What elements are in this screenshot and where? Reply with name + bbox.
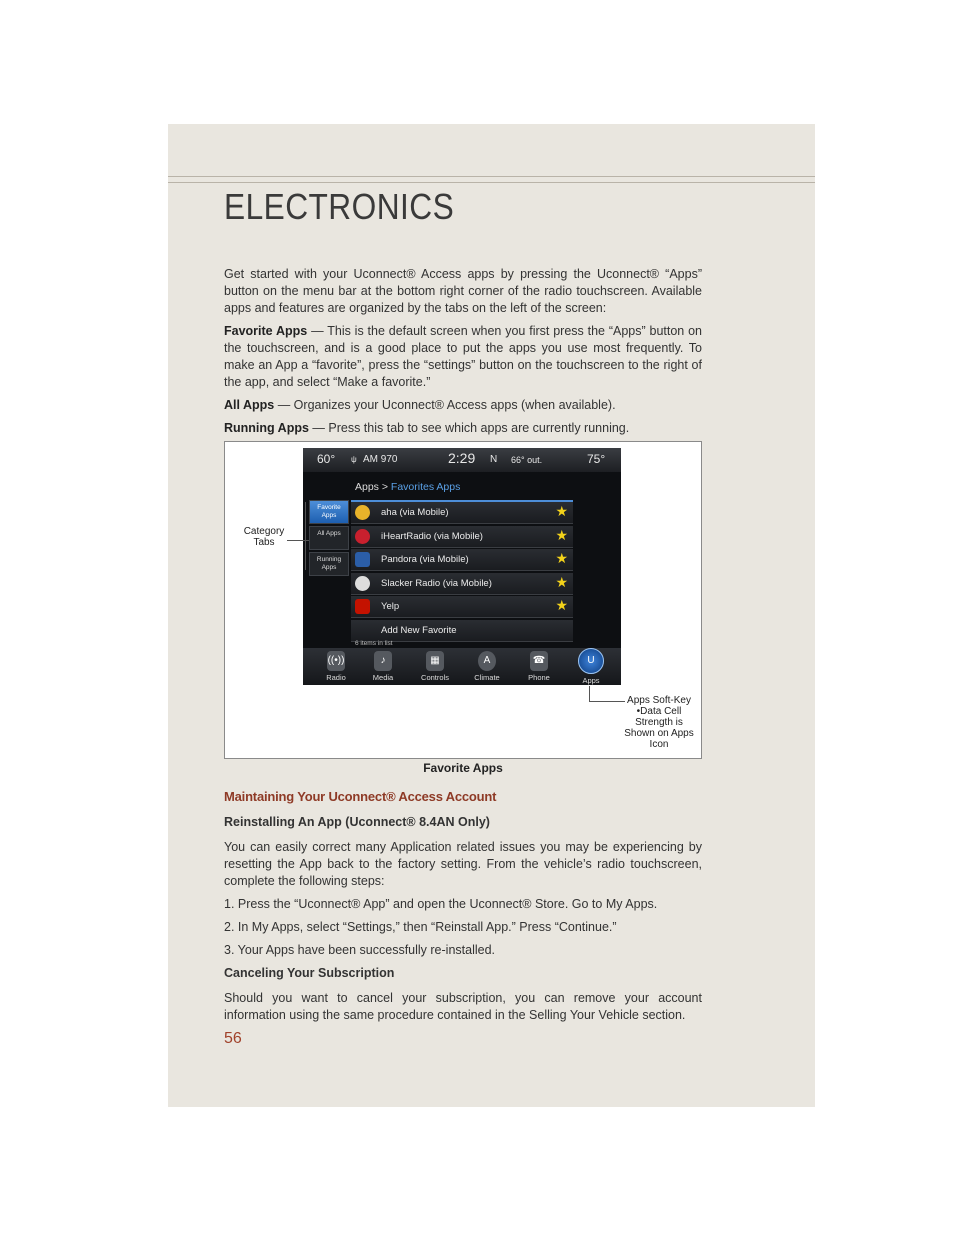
tab-favorite-apps[interactable]: Favorite Apps: [309, 500, 349, 524]
radio-icon: ((•)): [327, 651, 345, 671]
phone-icon: ☎: [530, 651, 548, 671]
definition-text: — Press this tab to see which apps are currently running.: [308, 421, 630, 435]
media-icon: ♪: [374, 651, 392, 671]
radio-button[interactable]: [311, 651, 361, 682]
yelp-icon: [355, 599, 370, 614]
menu-bar: [303, 648, 621, 685]
menu-label: Radio: [326, 673, 346, 682]
clock: 2:29: [448, 450, 476, 466]
callout-leader: [589, 686, 590, 701]
item-count: 6 items in list: [355, 640, 393, 647]
breadcrumb-current: Favorites Apps: [390, 481, 461, 493]
temp-right: 75°: [587, 452, 606, 466]
definition-all-apps: [224, 397, 702, 414]
favorite-star-icon[interactable]: ★: [555, 573, 568, 590]
compass: N: [490, 454, 498, 465]
menu-label: Apps: [582, 676, 600, 685]
list-item[interactable]: [351, 573, 573, 595]
breadcrumb-root[interactable]: Apps >: [355, 481, 388, 493]
menu-label: Media: [372, 673, 394, 682]
breadcrumb: [355, 481, 460, 493]
media-button[interactable]: [358, 651, 408, 682]
climate-button[interactable]: [462, 651, 512, 682]
term-all-apps: All Apps: [224, 398, 275, 412]
step-2: 2. In My Apps, select “Settings,” then “Reinstall App.” Press “Continue.”: [224, 920, 617, 934]
controls-icon: ▦: [426, 651, 444, 671]
antenna-icon: ψ: [351, 455, 357, 464]
callout-leader: [305, 502, 306, 570]
aha-icon: [355, 505, 370, 520]
term-favorite-apps: Favorite Apps: [224, 324, 308, 338]
callout-leader: [589, 701, 625, 702]
manual-page: [168, 124, 815, 1107]
step-1: 1. Press the “Uconnect® App” and open the Uconnect® Store. Go to My Apps.: [224, 897, 658, 911]
menu-label: Climate: [474, 673, 500, 682]
radio-station: AM 970: [363, 454, 398, 465]
favorite-star-icon[interactable]: ★: [555, 526, 568, 543]
apps-soft-key[interactable]: [566, 651, 616, 685]
menu-label: Phone: [528, 673, 550, 682]
intro-paragraph: Get started with your Uconnect® Access apps by pressing the Uconnect® “Apps” button on the menu bar at the bottom right corner of the radio touchscreen. Available apps and features are organized by the tabs on the left of the screen:: [224, 267, 702, 315]
cancel-heading: Canceling Your Subscription: [224, 966, 395, 980]
climate-icon: A: [478, 651, 496, 671]
app-label: Yelp: [381, 601, 400, 613]
section-title: ELECTRONICS: [224, 186, 455, 227]
apps-soft-key-callout: Apps Soft-Key •Data Cell Strength is Shown on Apps Icon: [624, 695, 694, 750]
page-number: 56: [224, 1030, 242, 1047]
maintaining-heading: Maintaining Your Uconnect® Access Account: [224, 789, 497, 804]
list-item[interactable]: [351, 500, 573, 524]
intro-block: [224, 266, 702, 443]
reinstall-heading: Reinstalling An App (Uconnect® 8.4AN Only): [224, 815, 490, 829]
temp-left: 60°: [317, 452, 336, 466]
definition-text: — Organizes your Uconnect® Access apps (when available).: [274, 398, 616, 412]
app-label: iHeartRadio (via Mobile): [381, 530, 483, 542]
controls-button[interactable]: [410, 651, 460, 682]
step-3: 3. Your Apps have been successfully re-installed.: [224, 943, 496, 957]
definition-running-apps: [224, 420, 702, 437]
slacker-icon: [355, 576, 370, 591]
add-new-favorite[interactable]: [351, 620, 573, 642]
list-item[interactable]: [351, 549, 573, 571]
category-tabs-callout: Category Tabs: [243, 526, 285, 548]
favorite-star-icon[interactable]: ★: [555, 503, 568, 519]
outside-temp: 66° out.: [511, 455, 543, 465]
app-label: Slacker Radio (via Mobile): [381, 577, 492, 589]
uconnect-apps-icon: U: [578, 648, 604, 674]
favorite-apps-figure: [224, 441, 702, 759]
app-label: Pandora (via Mobile): [381, 554, 469, 566]
list-item[interactable]: [351, 526, 573, 548]
maintaining-block: [224, 814, 702, 1030]
header-rule-bottom: [168, 182, 815, 183]
add-new-label: Add New Favorite: [381, 624, 457, 636]
header-rule-top: [168, 176, 815, 177]
favorite-star-icon[interactable]: ★: [555, 550, 568, 567]
iheart-icon: [355, 529, 370, 544]
definition-text: — This is the default screen when you first press the “Apps” button on the touchscreen, and is a good place to put the apps you use most frequently. To make an App a “favorite”, press the “settings” button on the touchscreen to the right of the app, and select “Make a favorite.”: [224, 324, 702, 389]
category-tabs: [309, 500, 349, 578]
cancel-text: Should you want to cancel your subscription, you can remove your account information using the same procedure contained in the Selling Your Vehicle section.: [224, 991, 702, 1022]
tab-running-apps[interactable]: Running Apps: [309, 552, 349, 576]
favorite-apps-list: [351, 500, 573, 644]
status-bar: [303, 448, 621, 472]
phone-button[interactable]: [514, 651, 564, 682]
pandora-icon: [355, 552, 370, 567]
menu-label: Controls: [421, 673, 449, 682]
definition-favorite-apps: [224, 323, 702, 391]
tab-all-apps[interactable]: All Apps: [309, 526, 349, 550]
app-label: aha (via Mobile): [381, 507, 449, 518]
term-running-apps: Running Apps: [224, 421, 309, 435]
list-item[interactable]: [351, 596, 573, 618]
reinstall-intro: You can easily correct many Application related issues you may be experiencing by resetting the App back to the factory setting. From the vehicle’s radio touchscreen, complete the following steps:: [224, 840, 702, 888]
figure-caption: Favorite Apps: [423, 761, 503, 775]
radio-touchscreen: [303, 448, 621, 685]
favorite-star-icon[interactable]: ★: [555, 597, 568, 614]
